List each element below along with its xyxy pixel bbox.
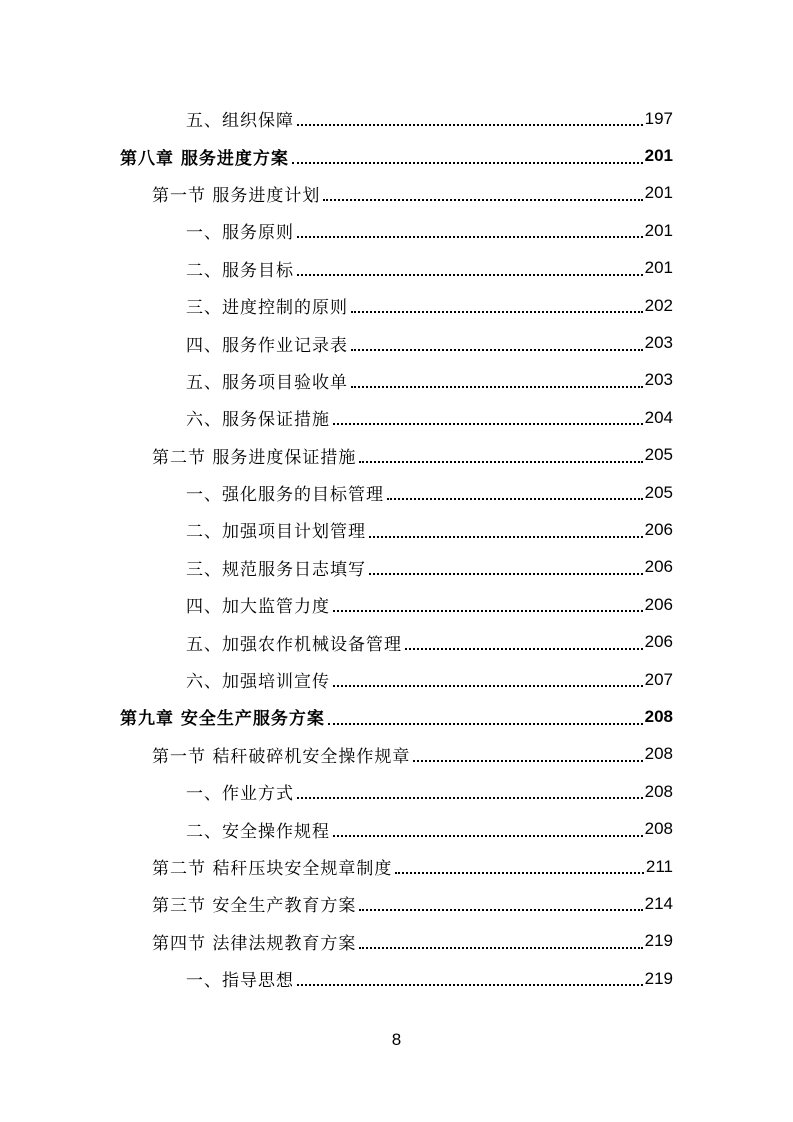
toc-entry-title: 三、规范服务日志填写 [186, 559, 366, 580]
toc-entry[interactable] [0, 773, 673, 810]
toc-entry[interactable] [0, 586, 673, 623]
dot-leader [333, 666, 643, 687]
toc-entry-title: 第九章 安全生产服务方案 [120, 709, 325, 730]
toc-entry-page: 214 [644, 893, 673, 913]
dot-leader [395, 853, 643, 874]
dot-leader [297, 255, 643, 276]
toc-entry[interactable] [0, 810, 673, 847]
dot-leader [333, 816, 643, 837]
toc-entry-title: 第二节 服务进度保证措施 [152, 447, 357, 468]
toc-section-entry[interactable] [0, 885, 673, 922]
toc-entry[interactable] [0, 287, 673, 324]
dot-leader [369, 516, 643, 537]
toc-entry-page: 206 [644, 557, 673, 577]
toc-entry[interactable] [0, 250, 673, 287]
dot-leader [359, 890, 642, 911]
dot-leader [333, 404, 643, 425]
dot-leader [359, 442, 642, 463]
toc-section-entry[interactable] [0, 848, 673, 885]
toc-entry-title: 五、服务项目验收单 [186, 372, 348, 393]
dot-leader [328, 703, 643, 724]
toc-entry[interactable] [0, 399, 673, 436]
toc-entry-title: 第一节 秸秆破碎机安全操作规章 [152, 746, 411, 767]
toc-entry[interactable] [0, 324, 673, 361]
toc-entry-title: 第四节 法律法规教育方案 [152, 933, 357, 954]
toc-entry-title: 第二节 秸秆压块安全规章制度 [152, 859, 393, 879]
dot-leader [297, 778, 643, 799]
toc-entry-page: 201 [644, 146, 673, 166]
toc-entry[interactable] [0, 549, 673, 586]
toc-entry-page: 203 [644, 370, 673, 390]
toc-entry-page: 211 [645, 856, 673, 876]
toc-entry-title: 二、安全操作规程 [186, 821, 330, 842]
toc-entry[interactable] [0, 474, 673, 511]
toc-entry-page: 207 [644, 669, 673, 689]
toc-entry-title: 五、组织保障 [186, 111, 294, 132]
toc-entry-title: 第一节 服务进度计划 [152, 185, 321, 206]
table-of-contents [0, 100, 793, 997]
toc-entry-page: 208 [644, 781, 673, 801]
toc-section-entry[interactable] [0, 923, 673, 960]
toc-entry-title: 三、进度控制的原则 [186, 298, 348, 319]
dot-leader [333, 591, 643, 612]
toc-entry-page: 219 [644, 968, 673, 988]
toc-entry[interactable] [0, 100, 673, 137]
toc-entry-title: 六、服务保证措施 [186, 410, 330, 431]
toc-entry-page: 201 [644, 220, 673, 240]
dot-leader [297, 965, 643, 986]
dot-leader [413, 741, 642, 762]
toc-entry-page: 201 [644, 183, 673, 203]
toc-entry-page: 208 [644, 819, 673, 839]
toc-entry-page: 203 [644, 333, 673, 353]
dot-leader [359, 928, 642, 949]
toc-section-entry[interactable] [0, 175, 673, 212]
toc-entry-page: 205 [644, 482, 673, 502]
toc-entry-title: 五、加强农作机械设备管理 [186, 634, 402, 655]
dot-leader [387, 479, 643, 500]
toc-entry-page: 201 [644, 258, 673, 278]
dot-leader [323, 180, 642, 201]
toc-entry-title: 四、加大监管力度 [186, 597, 330, 618]
toc-entry-page: 206 [644, 519, 673, 539]
toc-entry-page: 208 [644, 744, 673, 764]
toc-entry[interactable] [0, 623, 673, 660]
toc-entry-title: 六、加强培训宣传 [186, 672, 330, 693]
toc-entry-page: 204 [644, 407, 673, 427]
dot-leader [297, 217, 643, 238]
toc-entry[interactable] [0, 212, 673, 249]
dot-leader [292, 142, 643, 163]
toc-entry-title: 第八章 服务进度方案 [120, 148, 289, 169]
toc-entry-title: 一、指导思想 [186, 971, 294, 992]
toc-entry-title: 一、作业方式 [186, 784, 294, 805]
toc-entry-title: 二、加强项目计划管理 [186, 522, 366, 543]
toc-entry-page: 206 [644, 632, 673, 652]
toc-entry-page: 202 [644, 295, 673, 315]
toc-entry-title: 二、服务目标 [186, 260, 294, 281]
dot-leader [351, 329, 643, 350]
toc-entry-title: 一、强化服务的目标管理 [186, 485, 384, 506]
toc-entry[interactable] [0, 362, 673, 399]
dot-leader [297, 105, 643, 126]
toc-entry[interactable] [0, 511, 673, 548]
toc-entry-title: 一、服务原则 [186, 223, 294, 244]
toc-chapter-entry[interactable] [0, 137, 673, 174]
toc-entry-title: 四、服务作业记录表 [186, 335, 348, 356]
dot-leader [405, 629, 643, 650]
dot-leader [351, 292, 643, 313]
toc-entry-page: 197 [644, 108, 673, 128]
toc-entry-title: 第三节 安全生产教育方案 [152, 896, 357, 917]
toc-entry-page: 219 [644, 931, 673, 951]
page-number: 8 [391, 1030, 402, 1049]
dot-leader [369, 554, 643, 575]
dot-leader [351, 367, 643, 388]
toc-entry[interactable] [0, 960, 673, 997]
toc-entry-page: 205 [644, 445, 673, 465]
toc-entry-page: 208 [644, 706, 673, 726]
toc-entry[interactable] [0, 661, 673, 698]
toc-section-entry[interactable] [0, 736, 673, 773]
toc-section-entry[interactable] [0, 437, 673, 474]
toc-chapter-entry[interactable] [0, 698, 673, 735]
toc-entry-page: 206 [644, 594, 673, 614]
